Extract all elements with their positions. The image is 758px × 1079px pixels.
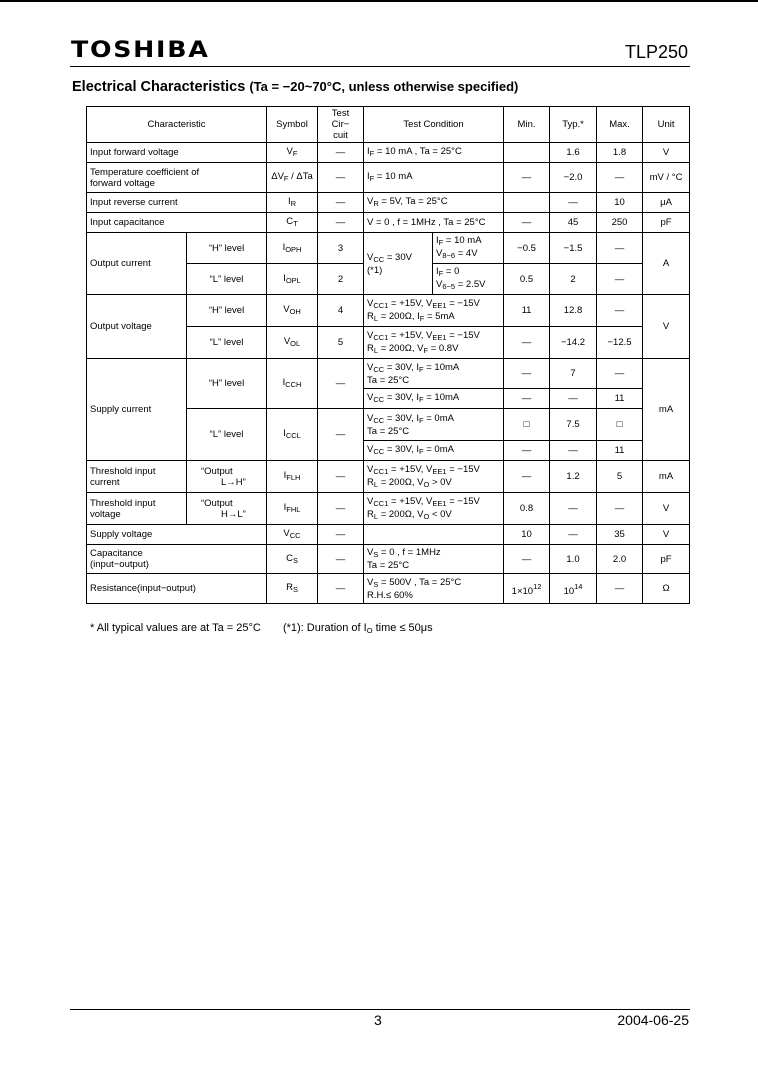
header-typ: Typ.*	[550, 107, 597, 143]
circuit-cell: —	[318, 193, 364, 213]
table-row	[87, 233, 690, 264]
typ-cell: 1.0	[550, 545, 597, 574]
condition-cell: $V_S = 0$ , f = 1MHz Ta = 25°C	[364, 545, 504, 574]
circuit-cell: 4	[318, 295, 364, 327]
circuit-cell: —	[318, 545, 364, 574]
circuit-cell: —	[318, 493, 364, 525]
row-label: Threshold input voltage	[87, 493, 187, 525]
row-label: Input forward voltage	[87, 143, 267, 163]
typ-cell: −2.0	[550, 163, 597, 193]
row-label: Capacitance (input−output)	[87, 545, 267, 574]
unit-cell: mA	[643, 461, 690, 493]
typ-cell: 1.6	[550, 143, 597, 163]
circuit-cell: —	[318, 409, 364, 461]
circuit-cell: —	[318, 143, 364, 163]
section-title	[72, 79, 518, 95]
typ-cell: 2	[550, 264, 597, 295]
table-row	[87, 143, 690, 163]
min-cell: —	[504, 545, 550, 574]
min-cell: 10	[504, 525, 550, 545]
unit-cell: mV / °C	[643, 163, 690, 193]
condition-cell	[364, 525, 504, 545]
symbol-cell: $I_R$	[267, 193, 318, 213]
unit-cell: V	[643, 493, 690, 525]
table-row	[87, 163, 690, 193]
unit-cell: Ω	[643, 574, 690, 604]
circuit-cell: 2	[318, 264, 364, 295]
min-cell: 0.5	[504, 264, 550, 295]
table-row	[87, 545, 690, 574]
header-symbol: Symbol	[267, 107, 318, 143]
typ-cell: —	[550, 493, 597, 525]
condition-cell: $V_S = 500V$ , Ta = 25°C R.H.≤ 60%	[364, 574, 504, 604]
circuit-cell: —	[318, 461, 364, 493]
symbol-cell: $V_{OL}$	[267, 327, 318, 359]
header-unit: Unit	[643, 107, 690, 143]
min-cell: —	[504, 461, 550, 493]
row-label: Input capacitance	[87, 213, 267, 233]
unit-cell: mA	[643, 359, 690, 461]
max-cell: 11	[597, 389, 643, 409]
table-row	[87, 461, 690, 493]
circuit-cell: —	[318, 359, 364, 409]
row-label: Input reverse current	[87, 193, 267, 213]
min-cell: −0.5	[504, 233, 550, 264]
condition-cell: $V_{CC} = 30V$, $I_F = 10mA$	[364, 389, 504, 409]
header-min: Min.	[504, 107, 550, 143]
circuit-cell: 3	[318, 233, 364, 264]
symbol-cell: $V_F$	[267, 143, 318, 163]
symbol-cell: $I_{OPH}$	[267, 233, 318, 264]
condition-cell: $V_{CC1} = +15V$, $V_{EE1} = -15V$ $R_L = 200\Omega$, $I_F = 5mA$	[364, 295, 504, 327]
level-cell: “L” level	[187, 409, 267, 461]
level-cell: “H” level	[187, 359, 267, 409]
min-cell: $1\times 10^{12}$	[504, 574, 550, 604]
condition-cell: $V_{CC} = 30V$ (*1)	[364, 233, 433, 295]
max-cell: —	[597, 163, 643, 193]
max-cell: 5	[597, 461, 643, 493]
typ-cell: —	[550, 441, 597, 461]
circuit-cell: —	[318, 213, 364, 233]
header-test-condition: Test Condition	[364, 107, 504, 143]
condition-cell: $V_{CC} = 30V$, $I_F = 10mA$ Ta = 25°C	[364, 359, 504, 389]
level-cell: “Output H→L”	[187, 493, 267, 525]
min-cell	[504, 143, 550, 163]
typ-cell: −14.2	[550, 327, 597, 359]
max-cell: —	[597, 493, 643, 525]
circuit-cell: —	[318, 163, 364, 193]
header-characteristic: Characteristic	[87, 107, 267, 143]
electrical-characteristics-table	[86, 106, 690, 604]
circuit-cell: —	[318, 574, 364, 604]
typ-cell: −1.5	[550, 233, 597, 264]
header-max: Max.	[597, 107, 643, 143]
level-cell: “L” level	[187, 327, 267, 359]
table-header-row	[87, 107, 690, 143]
unit-cell: A	[643, 233, 690, 295]
table-row	[87, 525, 690, 545]
min-cell: □	[504, 409, 550, 441]
unit-cell: pF	[643, 545, 690, 574]
condition-cell: $V_{CC} = 30V$, $I_F = 0mA$ Ta = 25°C	[364, 409, 504, 441]
footnote-typical: * All typical values are at Ta = 25°C	[90, 622, 261, 634]
symbol-cell: $I_{CCH}$	[267, 359, 318, 409]
level-cell: “L” level	[187, 264, 267, 295]
typ-cell: 7.5	[550, 409, 597, 441]
min-cell: 0.8	[504, 493, 550, 525]
typ-cell: 45	[550, 213, 597, 233]
symbol-cell: $R_S$	[267, 574, 318, 604]
row-label: Output voltage	[87, 295, 187, 359]
min-cell	[504, 193, 550, 213]
symbol-cell: $C_T$	[267, 213, 318, 233]
max-cell: —	[597, 295, 643, 327]
top-rule	[0, 0, 758, 2]
condition-cell: V = 0 , f = 1MHz , Ta = 25°C	[364, 213, 504, 233]
condition-cell: $V_{CC1} = +15V$, $V_{EE1} = -15V$ $R_L = 200\Omega$, $V_O < 0V$	[364, 493, 504, 525]
footnote-duration: (*1): Duration of $I_O$ time ≤ 50μs	[282, 622, 433, 635]
footnote	[90, 622, 433, 635]
min-cell: —	[504, 213, 550, 233]
row-label: Temperature coefficient of forward voltage	[87, 163, 267, 193]
unit-cell: μA	[643, 193, 690, 213]
level-cell: “H” level	[187, 233, 267, 264]
table-row	[87, 359, 690, 389]
max-cell: —	[597, 574, 643, 604]
condition-cell: $V_{CC1} = +15V$, $V_{EE1} = -15V$ $R_L = 200\Omega$, $V_O > 0V$	[364, 461, 504, 493]
unit-cell: V	[643, 525, 690, 545]
section-title-text: Electrical Characteristics	[72, 79, 246, 95]
row-label: Threshold input current	[87, 461, 187, 493]
circuit-cell: —	[318, 525, 364, 545]
unit-cell: V	[643, 143, 690, 163]
symbol-cell: $I_{CCL}$	[267, 409, 318, 461]
min-cell: —	[504, 327, 550, 359]
symbol-cell: $V_{OH}$	[267, 295, 318, 327]
row-label: Resistance(input−output)	[87, 574, 267, 604]
row-label: Output current	[87, 233, 187, 295]
part-number: TLP250	[624, 42, 688, 62]
symbol-cell: $I_{OPL}$	[267, 264, 318, 295]
min-cell: —	[504, 389, 550, 409]
condition-cell: $V_{CC1} = +15V$, $V_{EE1} = -15V$ $R_L = 200\Omega$, $V_F = 0.8V$	[364, 327, 504, 359]
table-row	[87, 493, 690, 525]
typ-cell: 7	[550, 359, 597, 389]
circuit-cell: 5	[318, 327, 364, 359]
max-cell: 250	[597, 213, 643, 233]
typ-cell: 1.2	[550, 461, 597, 493]
max-cell: 2.0	[597, 545, 643, 574]
symbol-cell: $I_{FHL}$	[267, 493, 318, 525]
level-cell: “Output L→H”	[187, 461, 267, 493]
max-cell: —	[597, 233, 643, 264]
min-cell: 11	[504, 295, 550, 327]
unit-cell: pF	[643, 213, 690, 233]
header-test-circuit: Test Cir− cuit	[318, 107, 364, 143]
symbol-cell: $I_{FLH}$	[267, 461, 318, 493]
condition-cell: $I_F = 10$ mA , Ta = 25°C	[364, 143, 504, 163]
row-label: Supply current	[87, 359, 187, 461]
typ-cell: —	[550, 525, 597, 545]
row-label: Supply voltage	[87, 525, 267, 545]
max-cell: 11	[597, 441, 643, 461]
table-row	[87, 295, 690, 327]
level-cell: “H” level	[187, 295, 267, 327]
page-number: 3	[374, 1012, 382, 1028]
header-rule	[70, 66, 690, 67]
toshiba-logo: TOSHIBA	[71, 38, 210, 63]
section-title-condition: (Ta = −20~70°C, unless otherwise specified)	[249, 79, 519, 94]
max-cell: —	[597, 264, 643, 295]
max-cell: 10	[597, 193, 643, 213]
table-row	[87, 574, 690, 604]
condition-cell: $V_{CC} = 30V$, $I_F = 0mA$	[364, 441, 504, 461]
condition-cell: $I_F = 10$ mA $V_{8-6} = 4V$	[433, 233, 504, 264]
typ-cell: —	[550, 389, 597, 409]
min-cell: —	[504, 163, 550, 193]
min-cell: —	[504, 359, 550, 389]
typ-cell: —	[550, 193, 597, 213]
min-cell: —	[504, 441, 550, 461]
max-cell: 1.8	[597, 143, 643, 163]
symbol-cell: $C_S$	[267, 545, 318, 574]
document-date: 2004-06-25	[617, 1012, 689, 1028]
condition-cell: $I_F = 10$ mA	[364, 163, 504, 193]
unit-cell: V	[643, 295, 690, 359]
max-cell: —	[597, 359, 643, 389]
typ-cell: 12.8	[550, 295, 597, 327]
symbol-cell: $V_{CC}$	[267, 525, 318, 545]
max-cell: −12.5	[597, 327, 643, 359]
footer-rule	[70, 1009, 690, 1010]
symbol-cell: $\Delta V_F$ / ΔTa	[267, 163, 318, 193]
table-row	[87, 193, 690, 213]
table-row	[87, 213, 690, 233]
condition-cell: $V_R = 5V$, Ta = 25°C	[364, 193, 504, 213]
max-cell: □	[597, 409, 643, 441]
max-cell: 35	[597, 525, 643, 545]
typ-cell: $10^{14}$	[550, 574, 597, 604]
condition-cell: $I_F = 0$ $V_{6-5} = 2.5V$	[433, 264, 504, 295]
